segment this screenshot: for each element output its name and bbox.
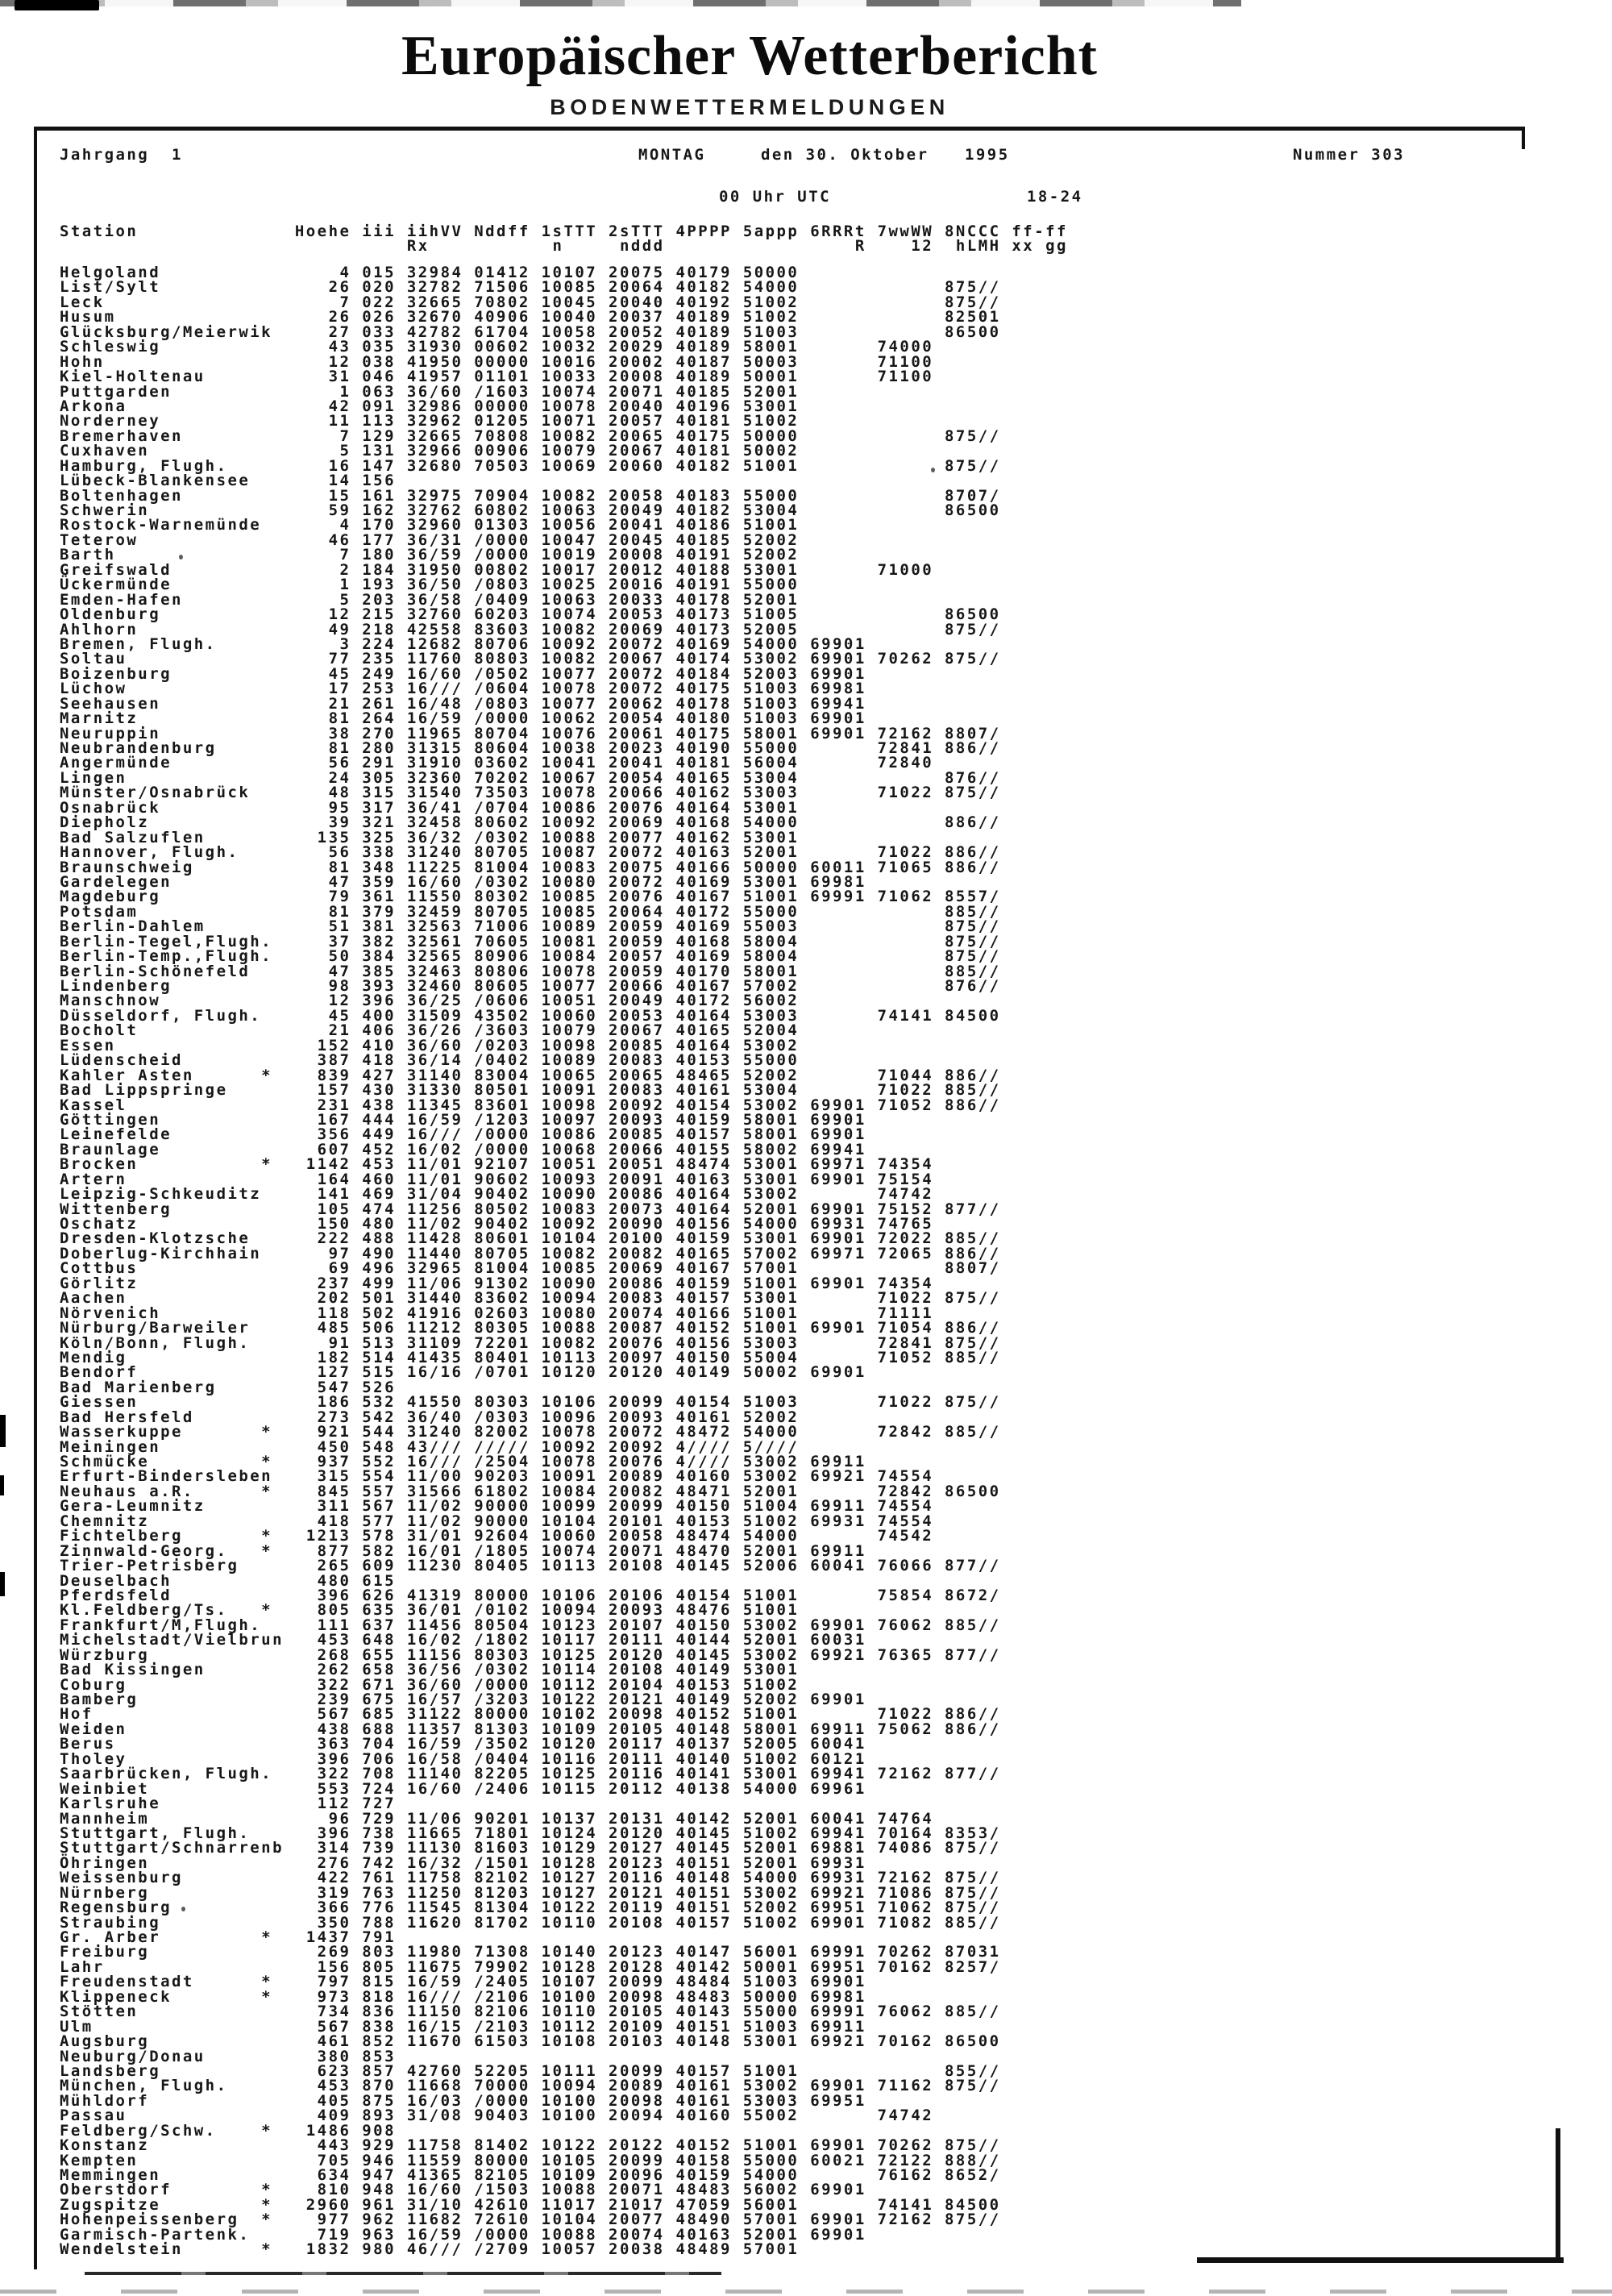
table-row: Schwerin 59 162 32762 60802 10063 20049 40182 53004 86500 — [60, 501, 1001, 519]
table-row: Neuburg/Donau 380 853 — [60, 2047, 396, 2065]
table-row: Bremen, Flugh. 3 224 12682 80706 10092 20072 40169 54000 69901 — [60, 634, 866, 653]
table-row: Göttingen 167 444 16/59 /1203 10097 20093 40159 58001 69901 — [60, 1110, 866, 1129]
table-row: München, Flugh. 453 870 11668 70000 10094 20089 40161 53002 69901 71162 875// — [60, 2077, 1001, 2095]
frame-bottom-left-border — [85, 2272, 721, 2275]
table-header-line2: Rx n nddd R 12 hLMH xx gg — [60, 237, 1068, 256]
table-row: Dresden-Klotzsche 222 488 11428 80601 10104 20100 40159 53001 69901 72022 885// — [60, 1229, 1001, 1248]
table-row: Oberstdorf * 810 948 16/60 /1503 10088 20071 48483 56002 69901 — [60, 2181, 866, 2199]
table-row: Ahlhorn 49 218 42558 83603 10082 20069 40173 52005 875// — [60, 620, 1001, 638]
obs-time: 00 Uhr UTC — [719, 188, 831, 206]
table-row: Gr. Arber * 1437 791 — [60, 1928, 396, 1946]
table-row: Bocholt 21 406 36/26 /3603 10079 20067 40165 52004 — [60, 1021, 800, 1040]
table-row: Neubrandenburg 81 280 31315 80604 10038 20023 40190 55000 72841 886// — [60, 739, 1001, 757]
table-row: Aachen 202 501 31440 83602 10094 20083 40157 53001 71022 875// — [60, 1289, 1001, 1308]
table-row: Weissenburg 422 761 11758 82102 10127 20116 40148 54000 69931 72162 875// — [60, 1869, 1001, 1887]
table-row: Kl.Feldberg/Ts. * 805 635 36/01 /0102 10094 20093 48476 51001 — [60, 1601, 800, 1620]
frame-right-border — [1556, 2128, 1560, 2263]
obs-range: 18-24 — [1027, 188, 1083, 206]
table-row: Lahr 156 805 11675 79902 10128 20128 40142 50001 69951 70162 8257/ — [60, 1957, 1001, 1976]
table-row: Berus 363 704 16/59 /3502 10120 20117 40137 52005 60041 — [60, 1735, 866, 1753]
table-row: Osnabrück 95 317 36/41 /0704 10086 20076 40164 53001 — [60, 798, 800, 817]
table-row: Deuselbach 480 615 — [60, 1571, 396, 1590]
table-row: Landsberg 623 857 42760 52205 10111 20099 40157 51001 855// — [60, 2061, 1001, 2080]
table-row: Klippeneck * 973 818 16/// /2106 10100 20098 48483 50000 69981 — [60, 1987, 866, 2006]
table-row: Görlitz 237 499 11/06 91302 10090 20086 40159 51001 69901 74354 — [60, 1274, 934, 1292]
table-row: Oldenburg 12 215 32760 60203 10074 20053 40173 51005 86500 — [60, 605, 1001, 624]
frame-top-border — [34, 127, 1525, 131]
year-label: 1995 — [965, 146, 1010, 164]
table-row: Kiel-Holtenau 31 046 41957 01101 10033 20008 40189 50001 71100 — [60, 368, 934, 386]
table-row: Leck 7 022 32665 70802 10045 20040 40192 51002 875// — [60, 293, 1001, 311]
table-row: Barth 7 180 36/59 /0000 10019 20008 40191 52002 — [60, 546, 800, 564]
table-row: Zinnwald-Georg. * 877 582 16/01 /1805 10074 20071 48470 52001 69911 — [60, 1541, 866, 1560]
volume-label: Jahrgang 1 — [60, 146, 183, 164]
table-row: Pferdsfeld 396 626 41319 80000 10106 20106 40154 51001 75854 8672/ — [60, 1586, 1001, 1604]
table-row: Diepholz 39 321 32458 80602 10092 20069 40168 54000 886// — [60, 813, 1001, 832]
table-row: Cottbus 69 496 32965 81004 10085 20069 40167 57001 8807/ — [60, 1259, 1001, 1278]
table-row: Kempten 705 946 11559 80000 10105 20099 40158 55000 60021 72122 888// — [60, 2151, 1001, 2169]
frame-left-border — [34, 127, 37, 2269]
report-title: Europäischer Wetterbericht — [401, 25, 1098, 87]
report-subtitle: BODENWETTERMELDUNGEN — [550, 95, 949, 119]
table-row: Bad Kissingen 262 658 36/56 /0302 10114 20108 40149 53001 — [60, 1661, 800, 1679]
table-row: Ückermünde 1 193 36/50 /0803 10025 20016 40191 55000 — [60, 576, 800, 594]
table-row: Bendorf 127 515 16/16 /0701 10120 20120 40149 50002 69901 — [60, 1363, 866, 1382]
table-row: Kassel 231 438 11345 83601 10098 20092 40154 53002 69901 71052 886// — [60, 1096, 1001, 1114]
table-row: Boizenburg 45 249 16/60 /0502 10077 20072 40184 52003 69901 — [60, 664, 866, 683]
table-row: Wasserkuppe * 921 544 31240 82002 10078 20072 48472 54000 72842 885// — [60, 1423, 1001, 1441]
table-row: Lüdenscheid 387 418 36/14 /0402 10089 20083 40153 55000 — [60, 1051, 800, 1070]
table-row: Düsseldorf, Flugh. 45 400 31509 43502 10060 20053 40164 53003 74141 84500 — [60, 1006, 1001, 1025]
table-row: List/Sylt 26 020 32782 71506 10085 20064 40182 54000 875// — [60, 278, 1001, 297]
table-row: Braunlage 607 452 16/02 /0000 10068 20066 40155 58002 69941 — [60, 1140, 866, 1158]
table-row: Regensburg 366 776 11545 81304 10122 20119 40151 52002 69951 71062 875// — [60, 1899, 1001, 1917]
table-row: Schleswig 43 035 31930 00602 10032 20029 40189 58001 74000 — [60, 338, 934, 356]
table-header — [60, 224, 1068, 254]
table-row: Gera-Leumnitz 311 567 11/02 90000 10099 20099 40150 51004 69911 74554 — [60, 1497, 934, 1516]
issue-number: Nummer 303 — [1293, 146, 1405, 164]
table-row: Michelstadt/Vielbrun 453 648 16/02 /1802 10117 20111 40144 52001 60031 — [60, 1631, 866, 1649]
table-header-line1: Station Hoehe iii iihVV Nddff 1sTTT 2sTTT 4PPPP 5appp 6RRRt 7wwWW 8NCCC ff-ff — [60, 223, 1068, 240]
table-row: Meiningen 450 548 43/// ///// 10092 20092 4//// 5//// — [60, 1437, 800, 1456]
table-row: Stuttgart, Flugh. 396 738 11665 71801 10124 20120 40145 51002 69941 70164 8353/ — [60, 1824, 1001, 1842]
issue-meta-line — [0, 146, 1612, 162]
table-row: Stuttgart/Schnarrenb 314 739 11130 81603 10129 20127 40145 52001 69881 74086 875// — [60, 1839, 1001, 1857]
scan-artifact-speck — [0, 1572, 5, 1596]
table-row: Soltau 77 235 11760 80803 10082 20067 40174 53002 69901 70262 875// — [60, 650, 1001, 668]
table-row: Straubing 350 788 11620 81702 10110 20108 40157 51002 69901 71082 885// — [60, 1913, 1001, 1932]
table-row: Hof 567 685 31122 80000 10102 20098 40152 51001 71022 886// — [60, 1705, 1001, 1724]
station-table — [60, 265, 1001, 2257]
table-row: Seehausen 21 261 16/48 /0803 10077 20062 40178 51003 69941 — [60, 694, 866, 713]
date-label: den 30. Oktober — [761, 146, 929, 164]
table-row: Greifswald 2 184 31950 00802 10017 20012 40188 53001 71000 — [60, 560, 934, 579]
table-row: Ulm 567 838 16/15 /2103 10112 20109 40151 51003 69911 — [60, 2017, 866, 2036]
table-row: Helgoland 4 015 32984 01412 10107 20075 40179 50000 — [60, 264, 800, 281]
scan-artifact-speck — [0, 1475, 4, 1495]
table-row: Mannheim 96 729 11/06 90201 10137 20131 40142 52001 60041 74764 — [60, 1809, 934, 1828]
table-row: Münster/Osnabrück 48 315 31540 73503 10078 20066 40162 53003 71022 875// — [60, 784, 1001, 802]
frame-bottom-right-border — [1197, 2257, 1564, 2263]
table-row: Trier-Petrisberg 265 609 11230 80405 10113 20108 40145 52006 60041 76066 877// — [60, 1557, 1001, 1575]
table-row: Mühldorf 405 875 16/03 /0000 10100 20098 40161 53003 69951 — [60, 2091, 866, 2110]
table-row: Frankfurt/M,Flugh. 111 637 11456 80504 10123 20107 40150 53002 69901 76062 885// — [60, 1616, 1001, 1634]
table-row: Nürburg/Barweiler 485 506 11212 80305 10088 20087 40152 51001 69901 71054 886// — [60, 1319, 1001, 1337]
table-row: Wendelstein * 1832 980 46/// /2709 10057 20038 48489 57001 — [60, 2240, 800, 2259]
table-row: Boltenhagen 15 161 32975 70904 10082 20058 40183 55000 8707/ — [60, 486, 1001, 505]
table-row: Neuhaus a.R. * 845 557 31566 61802 10084 20082 48471 52001 72842 86500 — [60, 1482, 1001, 1500]
table-row: Bad Hersfeld 273 542 36/40 /0303 10096 20093 40161 52002 — [60, 1408, 800, 1426]
table-row: Chemnitz 418 577 11/02 90000 10104 20101 40153 51002 69931 74554 — [60, 1512, 934, 1530]
table-row: Giessen 186 532 41550 80303 10106 20099 40154 51003 71022 875// — [60, 1393, 1001, 1412]
table-row: Schmücke * 937 552 16/// /2504 10078 20076 4//// 53002 69911 — [60, 1453, 866, 1470]
table-row: Passau 409 893 31/08 90403 10100 20094 40160 55002 74742 — [60, 2107, 934, 2125]
table-row: Weiden 438 688 11357 81303 10109 20105 40148 58001 69911 75062 886// — [60, 1720, 1001, 1738]
table-row: Feldberg/Schw. * 1486 908 — [60, 2121, 396, 2140]
table-row: Freudenstadt * 797 815 16/59 /2405 10107 20099 48484 51003 69901 — [60, 1973, 866, 1991]
table-row: Lingen 24 305 32360 70202 10067 20054 40165 53004 876// — [60, 768, 1001, 787]
table-row: Berlin-Tegel,Flugh. 37 382 32561 70605 10081 20059 40168 58004 875// — [60, 932, 1001, 950]
table-row: Glücksburg/Meierwik 27 033 42782 61704 10058 20052 40189 51003 86500 — [60, 322, 1001, 341]
table-row: Berlin-Schönefeld 47 385 32463 80806 10078 20059 40170 58001 885// — [60, 962, 1001, 980]
table-row: Emden-Hafen 5 203 36/58 /0409 10063 20033 40178 52001 — [60, 590, 800, 609]
table-row: Hohenpeissenberg * 977 962 11682 72610 10104 20077 48490 57001 69901 72162 875// — [60, 2211, 1001, 2229]
table-row: Gardelegen 47 359 16/60 /0302 10080 20072 40169 53001 69981 — [60, 872, 866, 891]
table-row: Fichtelberg * 1213 578 31/01 92604 10060 20058 48474 54000 74542 — [60, 1527, 934, 1545]
table-row: Nürnberg 319 763 11250 81203 10127 20121 40151 53002 69921 71086 875// — [60, 1883, 1001, 1902]
weekday-label: MONTAG — [638, 146, 706, 164]
table-row: Mendig 182 514 41435 80401 10113 20097 40150 55004 71052 885// — [60, 1348, 1001, 1366]
table-row: Brocken * 1142 453 11/01 92107 10051 20051 48474 53001 69971 74354 — [60, 1155, 934, 1174]
table-row: Berlin-Dahlem 51 381 32563 71006 10089 20059 40169 55003 875// — [60, 917, 1001, 936]
scan-artifact-top-edge — [0, 0, 1241, 6]
table-row: Lüchow 17 253 16/// /0604 10078 20072 40175 51003 69981 — [60, 680, 866, 698]
table-row: Hannover, Flugh. 56 338 31240 80705 10087 20072 40163 52001 71022 886// — [60, 843, 1001, 862]
table-row: Würzburg 268 655 11156 80303 10125 20120 40145 53002 69921 76365 877// — [60, 1645, 1001, 1664]
table-row: Kahler Asten * 839 427 31140 83004 10065 20065 48465 52002 71044 886// — [60, 1066, 1001, 1084]
table-row: Norderney 11 113 32962 01205 10071 20057 40181 51002 — [60, 412, 800, 430]
table-row: Cuxhaven 5 131 32966 00906 10079 20067 40181 50002 — [60, 442, 800, 460]
scan-artifact-speck — [0, 1415, 6, 1447]
table-row: Marnitz 81 264 16/59 /0000 10062 20054 40180 51003 69901 — [60, 709, 866, 728]
table-row: Doberlug-Kirchhain 97 490 11440 80705 10082 20082 40165 57002 69971 72065 886// — [60, 1244, 1001, 1262]
table-row: Oschatz 150 480 11/02 90402 10092 20090 40156 54000 69931 74765 — [60, 1215, 934, 1233]
scan-artifact-bottom-dashes — [0, 2290, 1612, 2294]
table-row: Bad Salzuflen 135 325 36/32 /0302 10088 20077 40162 53001 — [60, 828, 800, 846]
table-row: Manschnow 12 396 36/25 /0606 10051 20049 40172 56002 — [60, 992, 800, 1010]
table-row: Leipzig-Schkeuditz 141 469 31/04 90402 10090 20086 40164 53002 74742 — [60, 1185, 934, 1204]
table-row: Bad Marienberg 547 526 — [60, 1378, 396, 1396]
table-row: Öhringen 276 742 16/32 /1501 10128 20123 40151 52001 69931 — [60, 1853, 866, 1872]
table-row: Erfurt-Bindersleben 315 554 11/00 90203 10091 20089 40160 53002 69921 74554 — [60, 1467, 934, 1486]
table-row: Zugspitze * 2960 961 31/10 42610 11017 21017 47059 56001 74141 84500 — [60, 2195, 1001, 2214]
table-row: Coburg 322 671 36/60 /0000 10112 20104 40153 51002 — [60, 1675, 800, 1694]
table-row: Bremerhaven 7 129 32665 70808 10082 20065 40175 50000 875// — [60, 426, 1001, 445]
table-row: Lübeck-Blankensee 14 156 — [60, 472, 396, 490]
table-row: Braunschweig 81 348 11225 81004 10083 20075 40166 50000 60011 71065 886// — [60, 858, 1001, 876]
table-row: Husum 26 026 32670 40906 10040 20037 40189 51002 82501 — [60, 308, 1001, 327]
table-row: Nörvenich 118 502 41916 02603 10080 20074 40166 51001 71111 — [60, 1304, 934, 1322]
table-row: Puttgarden 1 063 36/60 /1603 10074 20071 40185 52001 — [60, 382, 800, 401]
table-row: Neuruppin 38 270 11965 80704 10076 20061 40175 58001 69901 72162 8807/ — [60, 724, 1001, 742]
table-row: Memmingen 634 947 41365 82105 10109 20096 40159 54000 76162 8652/ — [60, 2166, 1001, 2184]
table-row: Wittenberg 105 474 11256 80502 10083 20073 40164 52001 69901 75152 877// — [60, 1200, 1001, 1218]
table-row: Freiburg 269 803 11980 71308 10140 20123 40147 56001 69991 70262 87031 — [60, 1943, 1001, 1961]
table-row: Köln/Bonn, Flugh. 91 513 31109 72201 10082 20076 40156 53003 72841 875// — [60, 1333, 1001, 1352]
table-row: Magdeburg 79 361 11550 80302 10085 20076 40167 51001 69991 71062 8557/ — [60, 888, 1001, 906]
table-row: Saarbrücken, Flugh. 322 708 11140 82205 10125 20116 40141 53001 69941 72162 877// — [60, 1765, 1001, 1783]
table-row: Weinbiet 553 724 16/60 /2406 10115 20112 40138 54000 69961 — [60, 1779, 866, 1798]
table-row: Bad Lippspringe 157 430 31330 80501 10091 20083 40161 53004 71022 885// — [60, 1081, 1001, 1100]
table-row: Garmisch-Partenk. 719 963 16/59 /0000 10088 20074 40163 52001 69901 — [60, 2225, 866, 2244]
table-row: Tholey 396 706 16/58 /0404 10116 20111 40140 51002 60121 — [60, 1749, 866, 1768]
table-row: Berlin-Temp.,Flugh. 50 384 32565 80906 10084 20057 40169 58004 875// — [60, 947, 1001, 966]
table-row: Leinefelde 356 449 16/// /0000 10086 20085 40157 58001 69901 — [60, 1125, 866, 1144]
table-row: Bamberg 239 675 16/57 /3203 10122 20121 40149 52002 69901 — [60, 1691, 866, 1708]
obs-time-line — [0, 188, 1612, 204]
table-row: Essen 152 410 36/60 /0203 10098 20085 40164 53002 — [60, 1036, 800, 1054]
table-row: Hamburg, Flugh. 16 147 32680 70503 10069 20060 40182 51001 875// — [60, 456, 1001, 475]
table-row: Arkona 42 091 32986 00000 10078 20040 40196 53001 — [60, 397, 800, 415]
table-row: Rostock-Warnemünde 4 170 32960 01303 10056 20041 40186 51001 — [60, 516, 800, 534]
table-row: Potsdam 81 379 32459 80705 10085 20064 40172 55000 885// — [60, 902, 1001, 921]
table-row: Hohn 12 038 41950 00000 10016 20002 40187 50003 71100 — [60, 352, 934, 371]
table-row: Augsburg 461 852 11670 61503 10108 20103 40148 53001 69921 70162 86500 — [60, 2032, 1001, 2051]
table-row: Stötten 734 836 11150 82106 10110 20105 40143 55000 69991 76062 885// — [60, 2003, 1001, 2021]
table-row: Lindenberg 98 393 32460 80605 10077 20066 40167 57002 876// — [60, 977, 1001, 995]
table-row: Karlsruhe 112 727 — [60, 1795, 396, 1813]
scan-artifact-blob — [15, 0, 99, 10]
table-row: Teterow 46 177 36/31 /0000 10047 20045 40185 52002 — [60, 530, 800, 549]
table-row: Angermünde 56 291 31910 03602 10041 20041 40181 56004 72840 — [60, 754, 934, 772]
table-row: Konstanz 443 929 11758 81402 10122 20122 40152 51001 69901 70262 875// — [60, 2136, 1001, 2155]
table-row: Artern 164 460 11/01 90602 10093 20091 40163 53001 69901 75154 — [60, 1170, 934, 1188]
